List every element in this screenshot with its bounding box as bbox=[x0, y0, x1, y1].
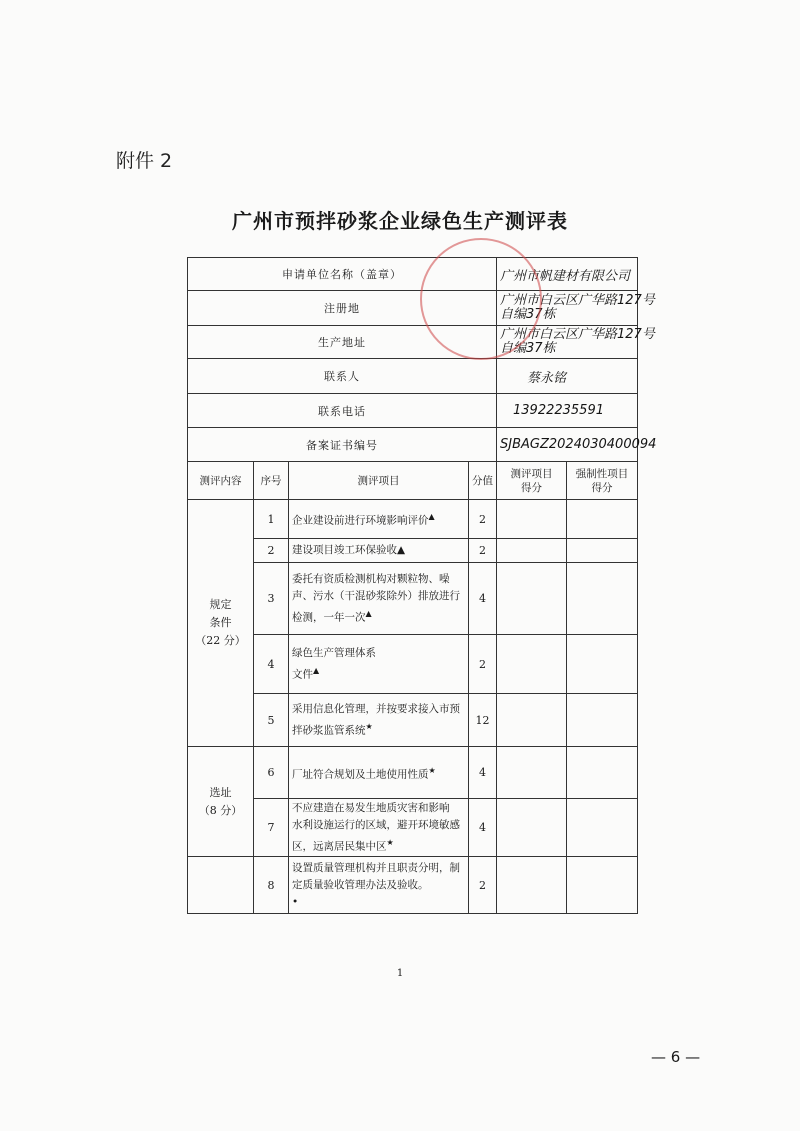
seq-cell: 5 bbox=[254, 694, 289, 747]
header-seq: 序号 bbox=[254, 462, 289, 500]
contact-label: 联系人 bbox=[188, 359, 497, 394]
form-title: 广州市预拌砂浆企业绿色生产测评表 bbox=[232, 209, 568, 233]
triangle-icon: ▲ bbox=[428, 512, 435, 522]
seq-cell: 1 bbox=[254, 500, 289, 539]
score-cell: 2 bbox=[469, 857, 497, 914]
table-row bbox=[188, 563, 638, 635]
item-cell: 不应建造在易发生地质灾害和影响 水利设施运行的区域，避开环境敏感 区，远离居民集中区★ bbox=[289, 799, 469, 857]
registered-address-label: 注册地 bbox=[188, 291, 497, 326]
score-cell: 2 bbox=[469, 635, 497, 694]
score-cell: 2 bbox=[469, 500, 497, 539]
triangle-icon: ▲ bbox=[397, 544, 406, 556]
mandatory-score-cell bbox=[567, 539, 638, 563]
evaluation-table bbox=[187, 257, 657, 914]
mandatory-score-cell bbox=[567, 694, 638, 747]
item-cell: 委托有资质检测机构对颗粒物、噪 声、污水（干混砂浆除外）排放进行 检测，一年一次▲ bbox=[289, 563, 469, 635]
applicant-value: 广州市帆建材有限公司 bbox=[497, 258, 638, 291]
certificate-label: 备案证书编号 bbox=[188, 428, 497, 462]
mandatory-score-cell bbox=[567, 563, 638, 635]
dot-mark: • bbox=[292, 895, 299, 908]
production-address-value bbox=[497, 326, 655, 359]
score-cell: 2 bbox=[469, 539, 497, 563]
group-regulated-conditions bbox=[188, 500, 254, 747]
page-number: 1 bbox=[396, 968, 404, 979]
header-mandatory-score bbox=[567, 462, 638, 500]
mandatory-score-cell bbox=[567, 747, 638, 799]
item-score-cell bbox=[497, 539, 567, 563]
seq-cell: 8 bbox=[254, 857, 289, 914]
attachment-label: 附件 2 bbox=[116, 150, 173, 172]
mandatory-score-cell bbox=[567, 857, 638, 914]
group1-line2: 条件 bbox=[209, 616, 232, 629]
triangle-icon: ▲ bbox=[365, 608, 372, 618]
item-score-cell bbox=[497, 500, 567, 539]
group2-line1: 选址 bbox=[209, 785, 232, 799]
item-cell: 采用信息化管理，并按要求接入市预 拌砂浆监管系统★ bbox=[289, 694, 469, 747]
item-score-cell bbox=[497, 799, 567, 857]
group2-line2: （8 分） bbox=[198, 803, 243, 817]
production-address-line2: 自编37栋 bbox=[500, 341, 556, 356]
header-content: 测评内容 bbox=[188, 462, 254, 500]
column-header-row bbox=[188, 462, 638, 500]
item-score-cell bbox=[497, 563, 567, 635]
header-item-score-line1: 测评项目 bbox=[510, 467, 553, 480]
registered-address-line2: 自编37栋 bbox=[500, 307, 556, 322]
item-score-cell bbox=[497, 635, 567, 694]
phone-value: 13922235591 bbox=[497, 394, 638, 428]
star-icon: ★ bbox=[365, 721, 373, 731]
header-mandatory-line2: 得分 bbox=[591, 481, 613, 494]
score-cell: 4 bbox=[469, 799, 497, 857]
table-row bbox=[188, 635, 638, 694]
table-row bbox=[188, 500, 638, 539]
row-registered-address bbox=[188, 291, 638, 326]
registered-address-line1: 广州市白云区广华路127号 bbox=[500, 293, 655, 308]
seq-cell: 3 bbox=[254, 563, 289, 635]
item-score-cell bbox=[497, 747, 567, 799]
row-production-address bbox=[188, 326, 638, 359]
triangle-icon: ▲ bbox=[313, 665, 320, 675]
item-cell: 设置质量管理机构并且职责分明，制 定质量验收管理办法及验收。 • bbox=[289, 857, 469, 914]
item-cell: 企业建设前进行环境影响评价▲ bbox=[289, 500, 469, 539]
item-score-cell bbox=[497, 694, 567, 747]
mandatory-score-cell bbox=[567, 635, 638, 694]
header-item-score bbox=[497, 462, 567, 500]
empty-content-cell bbox=[188, 857, 254, 914]
star-icon: ★ bbox=[386, 837, 394, 847]
seq-cell: 2 bbox=[254, 539, 289, 563]
mandatory-score-cell bbox=[567, 799, 638, 857]
group-site-selection bbox=[188, 747, 254, 857]
header-mandatory-line1: 强制性项目 bbox=[575, 467, 629, 480]
table-row bbox=[188, 857, 638, 914]
seq-cell: 7 bbox=[254, 799, 289, 857]
seq-cell: 4 bbox=[254, 635, 289, 694]
mandatory-score-cell bbox=[567, 500, 638, 539]
production-address-line1: 广州市白云区广华路127号 bbox=[500, 327, 655, 342]
row-phone bbox=[188, 394, 638, 428]
score-cell: 4 bbox=[469, 747, 497, 799]
applicant-label: 申请单位名称（盖章） bbox=[188, 258, 497, 291]
header-item-score-line2: 得分 bbox=[521, 481, 542, 494]
table-row bbox=[188, 799, 638, 857]
item-cell: 厂址符合规划及土地使用性质★ bbox=[289, 747, 469, 799]
contact-value: 蔡永铭 bbox=[497, 359, 638, 394]
group1-line3: （22 分） bbox=[195, 634, 246, 647]
group1-line1: 规定 bbox=[209, 598, 232, 611]
header-item: 测评项目 bbox=[289, 462, 469, 500]
registered-address-value bbox=[497, 291, 655, 326]
header-score: 分值 bbox=[469, 462, 497, 500]
row-certificate bbox=[188, 428, 638, 462]
row-contact bbox=[188, 359, 638, 394]
certificate-value: SJBAGZ2024030400094 bbox=[497, 428, 638, 462]
table-row bbox=[188, 539, 638, 563]
production-address-label: 生产地址 bbox=[188, 326, 497, 359]
table-row bbox=[188, 747, 638, 799]
item-score-cell bbox=[497, 857, 567, 914]
footer-page-number: — 6 — bbox=[651, 1048, 701, 1066]
item-cell: 建设项目竣工环保验收▲ bbox=[289, 539, 469, 563]
score-cell: 4 bbox=[469, 563, 497, 635]
star-icon: ★ bbox=[428, 765, 436, 775]
item-cell: 绿色生产管理体系 文件▲ bbox=[289, 635, 469, 694]
row-applicant bbox=[188, 258, 638, 291]
score-cell: 12 bbox=[469, 694, 497, 747]
seq-cell: 6 bbox=[254, 747, 289, 799]
table-row bbox=[188, 694, 638, 747]
phone-label: 联系电话 bbox=[188, 394, 497, 428]
